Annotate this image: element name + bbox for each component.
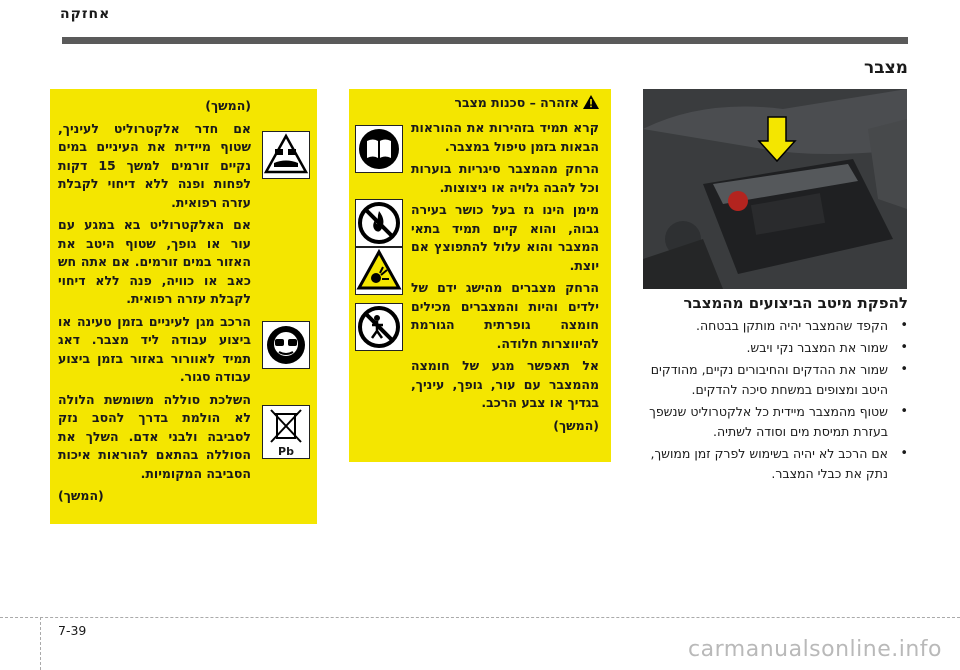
caution-paragraph: השלכת סוללה משומשת הלולה לא הולמת בדרך להסב נזק לסביבה ולבני אדם. השלך את הסוללה בהתאם להוראות איכות הסביבה המקומיות.: [58, 391, 251, 481]
warning-panel: [349, 89, 611, 462]
tips-list: [646, 316, 908, 486]
tips-title: להפקת מיטב הביצועים מהמצבר: [683, 294, 908, 312]
caution-paragraph: אם חדר אלקטרוליט לעיניך, שטוף מיידית את העיניים במים נקיים זורמים למשך 15 דקות לפחות ופנה ללא דיחוי לקבלת עזרה רפואית.: [58, 120, 251, 210]
caution-text: [58, 97, 251, 510]
warning-paragraph: מימן הינו גז בעל כושר בעירה גבוה, והוא קיים תמיד בתאי המצבר והוא עלול להתפוצץ אם יוצת.: [411, 202, 599, 273]
list-item: • הקפד שהמצבר יהיה מותקן בבטחה.: [646, 316, 908, 336]
continued-note: (המשך): [205, 98, 251, 113]
caution-paragraph: אם האלקטרוליט בא במגע עם עור או גופך, שטוף היטב את האזור במים זורמים. אם אתה חש כאב או כוויה, פנה ללא דיחוי לקבלת עזרה רפואית.: [58, 217, 251, 306]
continued-note: (המשך): [58, 488, 104, 503]
battery-photo: [643, 89, 907, 289]
bullet-icon: •: [900, 318, 908, 333]
list-item: • שמור את המצבר נקי ויבש.: [646, 338, 908, 358]
page-number: 7-39: [58, 623, 87, 638]
list-item: • שטוף מהמצבר מיידית כל אלקטרוליט שנשפך בעזרת תמיסת מים וסודה לשתיה.: [649, 404, 908, 439]
crossed-bin-icon: [262, 405, 310, 459]
keep-away-children-icon: [355, 303, 403, 351]
chapter-label: אחזקה: [60, 6, 111, 22]
section-title: מצבר: [863, 58, 908, 78]
warning-paragraph: הרחק מהמצבר סיגריות בוערות וכל להבה גלויה או ניצוצות.: [411, 161, 599, 195]
warning-text: [411, 119, 599, 439]
warning-heading: אזהרה – סכנות מצבר: [454, 95, 599, 110]
bullet-icon: •: [900, 446, 908, 461]
bullet-icon: •: [900, 362, 908, 377]
watermark: carmanualsonline.info: [688, 637, 942, 662]
caution-panel: [50, 89, 317, 524]
corrosive-acid-icon: [262, 131, 310, 179]
footer-rule: [0, 617, 960, 618]
warning-paragraph: קרא תמיד בזהירות את ההוראות הבאות בזמן טיפול במצבר.: [411, 120, 599, 154]
margin-rule: [40, 617, 41, 670]
caution-paragraph: הרכב מגן לעיניים בזמן טעינה או ביצוע עבודה ליד מצבר. דאג תמיד לאוורור באזור בזמן ביצוע עבודה סגור.: [58, 313, 251, 384]
warning-paragraph: אל תאפשר מגע של חומצה מהמצבר עם עור, גופך, עיניך, בגדיך או צבע הרכב.: [411, 358, 599, 410]
read-manual-icon: [355, 125, 403, 173]
eye-protection-icon: [262, 321, 310, 369]
continued-note: (המשך): [553, 417, 599, 433]
header-rule: [62, 37, 908, 44]
list-item: • שמור את ההדקים והחיבורים נקיים, מהודקים היטב ומצופים במשחת סיכה להדקים.: [650, 362, 908, 397]
bullet-icon: •: [900, 340, 908, 355]
no-flame-icon: [355, 199, 403, 247]
recycle-label: Pb: [278, 445, 294, 458]
bullet-icon: •: [900, 404, 908, 419]
warning-triangle-icon: [583, 95, 599, 109]
list-item: • אם הרכב לא יהיה בשימוש לפרק זמן ממושך, נתק את כבלי המצבר.: [650, 446, 908, 481]
warning-paragraph: הרחק מצברים מהישג ידם של ילדים והיות והמצברים מכילים חומצה גופרתית הגורמת להיווצרות חלודה.: [411, 280, 599, 351]
explosive-hazard-icon: [355, 247, 403, 295]
